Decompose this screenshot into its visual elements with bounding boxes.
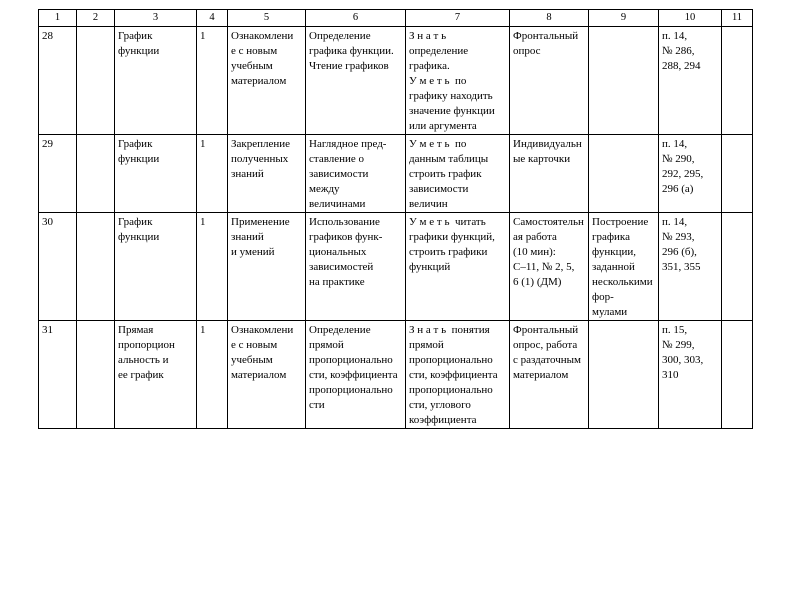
cell-line: е с новым xyxy=(231,339,278,351)
cell-line: учебным xyxy=(231,354,273,366)
cell-line: зависимостей xyxy=(309,261,374,273)
content-cell xyxy=(306,27,406,135)
cell-line: прямой xyxy=(409,339,444,351)
cell-line: Закрепление xyxy=(231,138,291,150)
cell-line: сти, коэффициента xyxy=(309,369,398,381)
cell-line: 310 xyxy=(662,369,679,381)
cell-line: графиков функ- xyxy=(309,231,383,243)
column-header: 5 xyxy=(228,10,306,27)
cell-line: сти xyxy=(309,399,325,411)
cell-line: коэффициента xyxy=(409,414,477,426)
cell-line: функции xyxy=(118,153,160,165)
empty-cell xyxy=(77,27,115,135)
cell-line: Прямая xyxy=(118,324,154,336)
cell-line: № 290, xyxy=(662,153,695,165)
cell-line: п. 14, xyxy=(662,30,688,42)
lesson-type-cell xyxy=(228,27,306,135)
cell-line: 351, 355 xyxy=(662,261,701,273)
cell-line: График xyxy=(118,138,153,150)
cell-line: Наглядное пред- xyxy=(309,138,387,150)
column-header: 2 xyxy=(77,10,115,27)
cell-line: функции, xyxy=(592,246,636,258)
cell-line: ставление о xyxy=(309,153,365,165)
cell-line: определение xyxy=(409,45,469,57)
cell-line: между xyxy=(309,183,340,195)
cell-line: несколькими xyxy=(592,276,653,288)
cell-line: ее график xyxy=(118,369,164,381)
cell-line: № 293, xyxy=(662,231,695,243)
cell-line: С–11, № 2, 5, xyxy=(513,261,575,273)
cell-line: материалом xyxy=(513,369,569,381)
cell-line: пропорционально xyxy=(409,354,493,366)
content-cell xyxy=(306,321,406,429)
homework-cell xyxy=(659,321,722,429)
column-header: 11 xyxy=(722,10,753,27)
hours-cell: 1 xyxy=(197,213,228,321)
empty-cell xyxy=(77,321,115,429)
cell-line: пропорционально xyxy=(409,384,493,396)
control-cell xyxy=(510,321,589,429)
cell-line: (10 мин): xyxy=(513,246,556,258)
extra-cell xyxy=(589,213,659,321)
cell-line: сти, углового xyxy=(409,399,471,411)
empty-cell xyxy=(77,213,115,321)
extra-cell xyxy=(589,321,659,429)
cell-line: 296 (а) xyxy=(662,183,694,195)
empty-cell xyxy=(722,135,753,213)
cell-line: Фронтальный xyxy=(513,324,579,336)
cell-line: п. 14, xyxy=(662,138,688,150)
lesson-number: 29 xyxy=(39,135,77,213)
cell-line: п. 15, xyxy=(662,324,688,336)
cell-line: Построение xyxy=(592,216,649,228)
empty-cell xyxy=(77,135,115,213)
control-cell xyxy=(510,27,589,135)
header-row xyxy=(39,10,753,27)
requirements-cell xyxy=(406,27,510,135)
cell-line: на практике xyxy=(309,276,365,288)
control-cell xyxy=(510,135,589,213)
cell-line: данным таблицы xyxy=(409,153,489,165)
cell-line: пропорцион xyxy=(118,339,175,351)
cell-line: пропорционально xyxy=(309,384,393,396)
cell-line: графики функций, xyxy=(409,231,495,243)
cell-line: графика. xyxy=(409,60,450,72)
cell-line: материалом xyxy=(231,75,287,87)
cell-line: опрос, работа xyxy=(513,339,578,351)
cell-line: функции xyxy=(118,45,160,57)
cell-line: материалом xyxy=(231,369,287,381)
empty-cell xyxy=(722,27,753,135)
cell-line: Чтение графиков xyxy=(309,60,389,72)
cell-line: Самостоятельн xyxy=(513,216,584,228)
lesson-number: 28 xyxy=(39,27,77,135)
column-header: 10 xyxy=(659,10,722,27)
topic-cell xyxy=(115,27,197,135)
lesson-type-cell xyxy=(228,321,306,429)
lesson-type-cell xyxy=(228,213,306,321)
lesson-number: 30 xyxy=(39,213,77,321)
empty-cell xyxy=(722,213,753,321)
cell-line: опрос xyxy=(513,45,541,57)
cell-line: Ознакомлени xyxy=(231,30,294,42)
cell-line: График xyxy=(118,30,153,42)
lesson-plan-table xyxy=(38,9,753,429)
cell-line: величинами xyxy=(309,198,366,210)
homework-cell xyxy=(659,27,722,135)
cell-line: или аргумента xyxy=(409,120,477,132)
cell-line: № 286, xyxy=(662,45,695,57)
cell-line: знаний xyxy=(231,231,264,243)
cell-line: Индивидуальн xyxy=(513,138,582,150)
table-row xyxy=(39,27,753,135)
cell-line: Определение xyxy=(309,324,371,336)
cell-line: ые карточки xyxy=(513,153,571,165)
cell-line: сти, коэффициента xyxy=(409,369,498,381)
cell-line: строить графики xyxy=(409,246,488,258)
cell-line: учебным xyxy=(231,60,273,72)
cell-line: 296 (б), xyxy=(662,246,697,258)
cell-line: графика xyxy=(592,231,630,243)
cell-line: прямой xyxy=(309,339,344,351)
extra-cell xyxy=(589,135,659,213)
cell-line: строить график xyxy=(409,168,482,180)
cell-line: с раздаточным xyxy=(513,354,582,366)
column-header: 9 xyxy=(589,10,659,27)
cell-line: и умений xyxy=(231,246,275,258)
cell-line: зависимости xyxy=(409,183,469,195)
cell-line: величин xyxy=(409,198,448,210)
cell-line: 288, 294 xyxy=(662,60,701,72)
hours-cell: 1 xyxy=(197,135,228,213)
column-header: 7 xyxy=(406,10,510,27)
topic-cell xyxy=(115,213,197,321)
cell-line: У м е т ь по xyxy=(409,138,467,150)
column-header: 8 xyxy=(510,10,589,27)
cell-line: знаний xyxy=(231,168,264,180)
column-header: 6 xyxy=(306,10,406,27)
cell-line: 300, 303, xyxy=(662,354,704,366)
cell-line: мулами xyxy=(592,306,628,318)
cell-line: графику находить xyxy=(409,90,493,102)
cell-line: График xyxy=(118,216,153,228)
homework-cell xyxy=(659,213,722,321)
cell-line: фор- xyxy=(592,291,614,303)
cell-line: альность и xyxy=(118,354,169,366)
cell-line: 292, 295, xyxy=(662,168,704,180)
cell-line: заданной xyxy=(592,261,635,273)
cell-line: У м е т ь по xyxy=(409,75,467,87)
extra-cell xyxy=(589,27,659,135)
cell-line: Фронтальный xyxy=(513,30,579,42)
cell-line: Использование xyxy=(309,216,380,228)
cell-line: ая работа xyxy=(513,231,557,243)
hours-cell: 1 xyxy=(197,321,228,429)
table-row xyxy=(39,321,753,429)
requirements-cell xyxy=(406,135,510,213)
empty-cell xyxy=(722,321,753,429)
cell-line: полученных xyxy=(231,153,289,165)
table-row xyxy=(39,213,753,321)
requirements-cell xyxy=(406,321,510,429)
cell-line: Определение xyxy=(309,30,371,42)
cell-line: зависимости xyxy=(309,168,369,180)
table-row xyxy=(39,135,753,213)
cell-line: функций xyxy=(409,261,451,273)
cell-line: циональных xyxy=(309,246,367,258)
cell-line: Применение xyxy=(231,216,290,228)
control-cell xyxy=(510,213,589,321)
cell-line: значение функции xyxy=(409,105,495,117)
homework-cell xyxy=(659,135,722,213)
cell-line: графика функции. xyxy=(309,45,394,57)
column-header: 3 xyxy=(115,10,197,27)
cell-line: п. 14, xyxy=(662,216,688,228)
requirements-cell xyxy=(406,213,510,321)
cell-line: № 299, xyxy=(662,339,695,351)
content-cell xyxy=(306,213,406,321)
content-cell xyxy=(306,135,406,213)
cell-line: Ознакомлени xyxy=(231,324,294,336)
cell-line: 6 (1) (ДМ) xyxy=(513,276,562,288)
cell-line: З н а т ь xyxy=(409,30,447,42)
topic-cell xyxy=(115,135,197,213)
cell-line: З н а т ь понятия xyxy=(409,324,490,336)
lesson-number: 31 xyxy=(39,321,77,429)
topic-cell xyxy=(115,321,197,429)
hours-cell: 1 xyxy=(197,27,228,135)
cell-line: функции xyxy=(118,231,160,243)
lesson-type-cell xyxy=(228,135,306,213)
cell-line: пропорционально xyxy=(309,354,393,366)
column-header: 4 xyxy=(197,10,228,27)
cell-line: У м е т ь читать xyxy=(409,216,486,228)
column-header: 1 xyxy=(39,10,77,27)
cell-line: е с новым xyxy=(231,45,278,57)
